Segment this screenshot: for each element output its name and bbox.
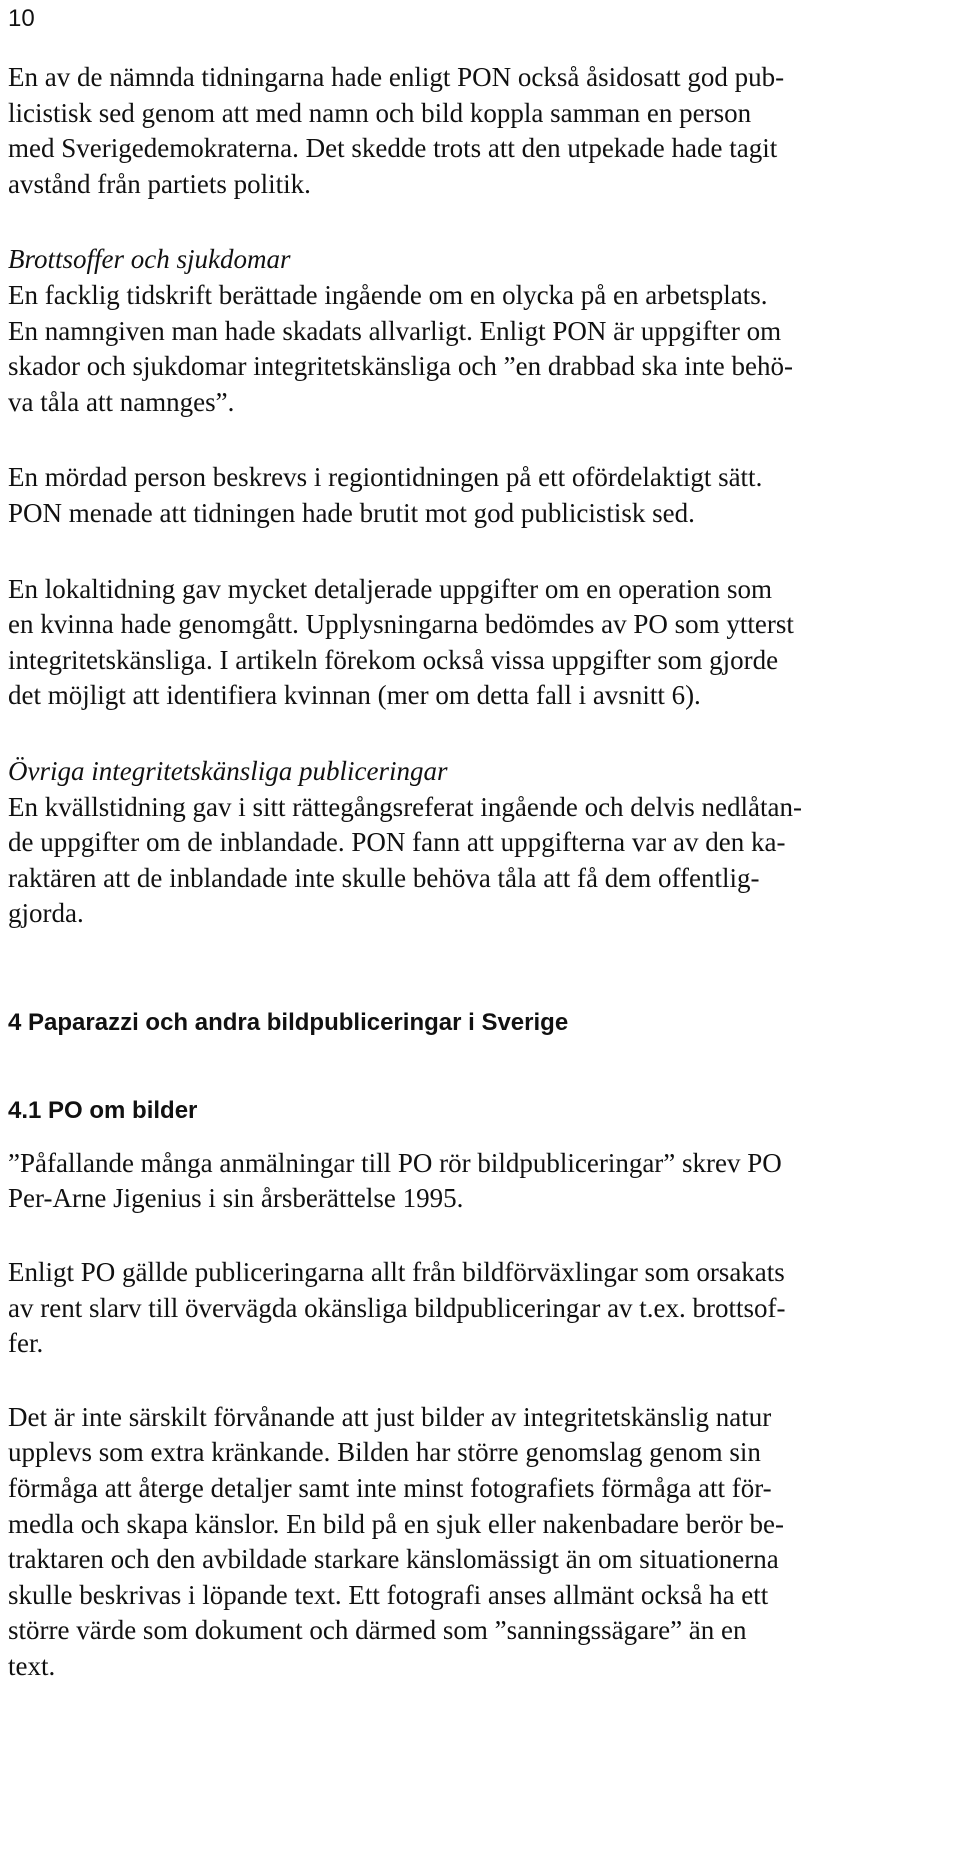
text-line: Per-Arne Jigenius i sin årsberättelse 1995. <box>8 1183 464 1214</box>
spacer <box>8 714 948 754</box>
text-line: upplevs som extra kränkande. Bilden har större genomslag genom sin <box>8 1437 761 1468</box>
paragraph <box>8 1400 948 1685</box>
spacer <box>8 1362 948 1400</box>
text-line: va tåla att namnges”. <box>8 386 235 417</box>
text-line: traktaren och den avbildade starkare känslomässigt än om situationerna <box>8 1544 779 1575</box>
text-line: En namngiven man hade skadats allvarligt. Enligt PON är uppgifter om <box>8 315 782 346</box>
text-line: integritetskänsliga. I artikeln förekom också vissa uppgifter som gjorde <box>8 644 779 675</box>
paragraph <box>8 60 948 202</box>
paragraph <box>8 572 948 714</box>
chapter-heading: 4 Paparazzi och andra bildpubliceringar i Sverige <box>8 1008 569 1036</box>
text-line: större värde som dokument och därmed som ”sanningssägare” än en <box>8 1615 747 1646</box>
text-line: Det är inte särskilt förvånande att just bilder av integritetskänslig natur <box>8 1401 772 1432</box>
spacer <box>8 1038 948 1096</box>
page-number: 10 <box>8 5 35 32</box>
text-line: PON menade att tidningen hade brutit mot god publicistisk sed. <box>8 497 695 528</box>
text-line: Enligt PO gällde publiceringarna allt från bildförväxlingar som orsakats <box>8 1257 785 1288</box>
text-line: text. <box>8 1651 56 1681</box>
subheading: Övriga integritetskänsliga publiceringar <box>8 755 448 786</box>
text-line: med Sverigedemokraterna. Det skedde trots att den utpekade hade tagit <box>8 133 778 164</box>
text-line: förmåga att återge detaljer samt inte minst fotografiets förmåga att för- <box>8 1473 772 1504</box>
text-line: raktären att de inblandade inte skulle behöva tåla att få dem offentlig- <box>8 862 760 893</box>
text-line: skador och sjukdomar integritetskänsliga och ”en drabbad ska inte behö- <box>8 351 794 382</box>
spacer <box>8 1126 948 1146</box>
spacer <box>8 420 948 460</box>
text-line: fer. <box>8 1328 44 1359</box>
paragraph <box>8 242 948 420</box>
spacer <box>8 1217 948 1255</box>
text-line: licistisk sed genom att med namn och bild koppla samman en person <box>8 97 752 128</box>
page-content <box>8 60 948 1685</box>
text-line: gjorda. <box>8 898 84 929</box>
paragraph <box>8 1255 948 1362</box>
text-line: skulle beskrivas i löpande text. Ett fotografi anses allmänt också ha ett <box>8 1579 769 1610</box>
text-line: En lokaltidning gav mycket detaljerade uppgifter om en operation som <box>8 573 773 604</box>
text-line: En facklig tidskrift berättade ingående om en olycka på en arbetsplats. <box>8 279 768 310</box>
text-line: av rent slarv till övervägda okänsliga bildpubliceringar av t.ex. brottsof- <box>8 1292 786 1323</box>
paragraph <box>8 460 948 531</box>
text-line: En kvällstidning gav i sitt rättegångsreferat ingående och delvis nedlåtan- <box>8 791 802 822</box>
text-line: det möjligt att identifiera kvinnan (mer om detta fall i avsnitt 6). <box>8 680 701 711</box>
spacer <box>8 202 948 242</box>
text-line: En av de nämnda tidningarna hade enligt PON också åsidosatt god pub- <box>8 62 785 92</box>
paragraph <box>8 754 948 932</box>
spacer <box>8 932 948 1008</box>
subheading: Brottsoffer och sjukdomar <box>8 244 291 275</box>
text-line: de uppgifter om de inblandade. PON fann att uppgifterna var av den ka- <box>8 827 786 858</box>
section-heading: 4.1 PO om bilder <box>8 1096 198 1124</box>
text-line: avstånd från partiets politik. <box>8 168 311 199</box>
paragraph <box>8 1146 948 1217</box>
text-line: ”Påfallande många anmälningar till PO rör bildpubliceringar” skrev PO <box>8 1147 782 1178</box>
text-line: medla och skapa känslor. En bild på en sjuk eller nakenbadare berör be- <box>8 1508 784 1539</box>
text-line: en kvinna hade genomgått. Upplysningarna bedömdes av PO som ytterst <box>8 609 794 640</box>
text-line: En mördad person beskrevs i regiontidningen på ett ofördelaktigt sätt. <box>8 462 763 493</box>
spacer <box>8 532 948 572</box>
